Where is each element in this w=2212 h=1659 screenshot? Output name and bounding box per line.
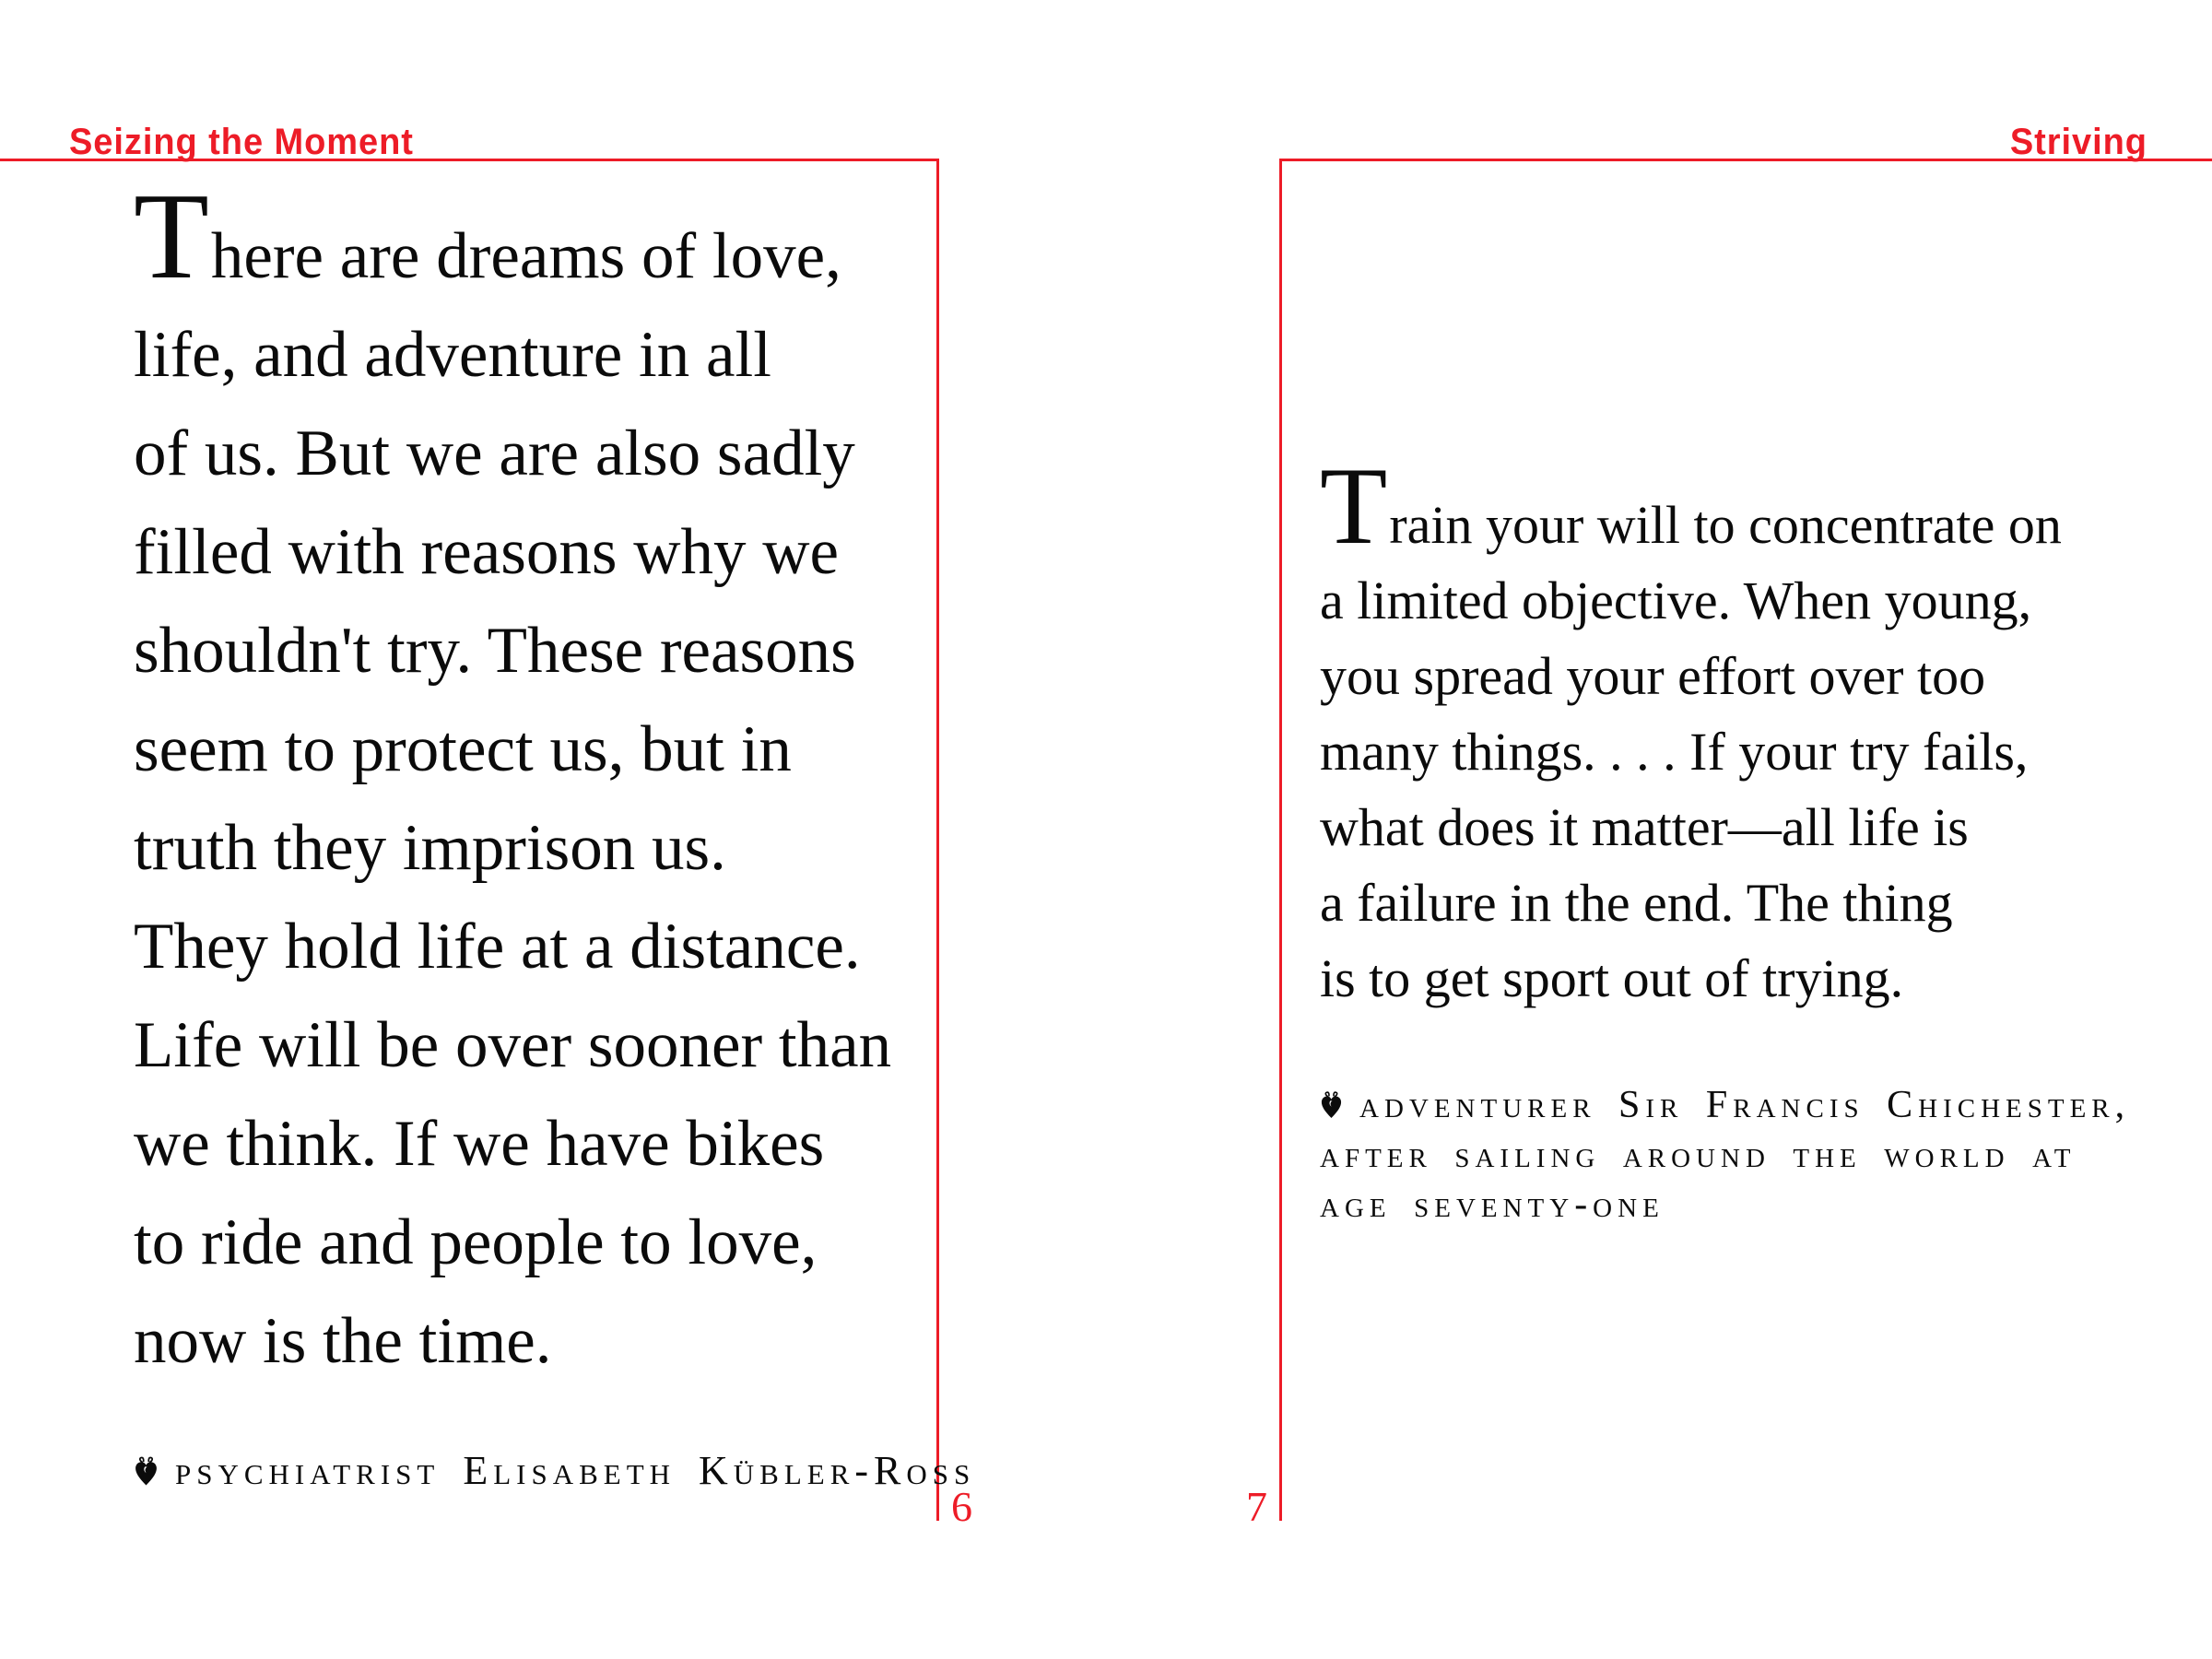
- quote-line: is to get sport out of trying.: [1320, 948, 1904, 1008]
- right-page-vertical-rule: [1279, 159, 1282, 1521]
- right-attribution-text: adventurer Sir Francis Chichester,: [1359, 1084, 2131, 1126]
- quote-line: to ride and people to love,: [134, 1206, 818, 1278]
- quote-line: There are dreams of love,: [134, 168, 841, 304]
- quote-line: of us. But we are also sadly: [134, 418, 855, 489]
- quote-line: seem to protect us, but in: [134, 713, 792, 785]
- left-page-vertical-rule: [936, 159, 939, 1521]
- right-page-header: Striving: [2009, 122, 2147, 162]
- attribution-line: [1320, 1080, 2130, 1130]
- drop-cap: T: [1320, 444, 1390, 567]
- quote-line: Life will be over sooner than: [134, 1009, 892, 1081]
- page-number-right: 7: [1246, 1483, 1267, 1530]
- fleuron-icon: [134, 1451, 159, 1491]
- quote-line: what does it matter—all life is: [1320, 797, 1969, 857]
- quote-line: you spread your effort over too: [1320, 646, 1986, 706]
- drop-cap: T: [134, 168, 211, 304]
- quote-line: life, and adventure in all: [134, 319, 771, 391]
- quote-line: Train your will to concentrate on: [1320, 444, 2062, 567]
- left-attribution: [134, 1448, 976, 1493]
- quote-line: truth they imprison us.: [134, 812, 726, 884]
- quote-line: a limited objective. When young,: [1320, 571, 2032, 630]
- quote-line: They hold life at a distance.: [134, 911, 861, 982]
- right-quote: [1320, 444, 2062, 1017]
- left-quote: [134, 168, 892, 1391]
- attribution-line: age seventy-one: [1320, 1183, 1665, 1226]
- quote-line: many things. . . . If your try fails,: [1320, 722, 2029, 782]
- quote-line: we think. If we have bikes: [134, 1108, 825, 1180]
- quote-line: shouldn't try. These reasons: [134, 615, 856, 687]
- quote-line: a failure in the end. The thing: [1320, 873, 1953, 933]
- quote-line: filled with reasons why we: [134, 516, 840, 588]
- fleuron-icon: [1320, 1080, 1343, 1130]
- left-page-header: Seizing the Moment: [69, 122, 414, 162]
- quote-line: now is the time.: [134, 1305, 552, 1377]
- left-attribution-text: psychiatrist Elisabeth Kübler-Ross: [175, 1448, 976, 1493]
- right-attribution: [1320, 1080, 2130, 1230]
- page-number-left: 6: [951, 1483, 972, 1530]
- attribution-line: after sailing around the world at: [1320, 1134, 2077, 1176]
